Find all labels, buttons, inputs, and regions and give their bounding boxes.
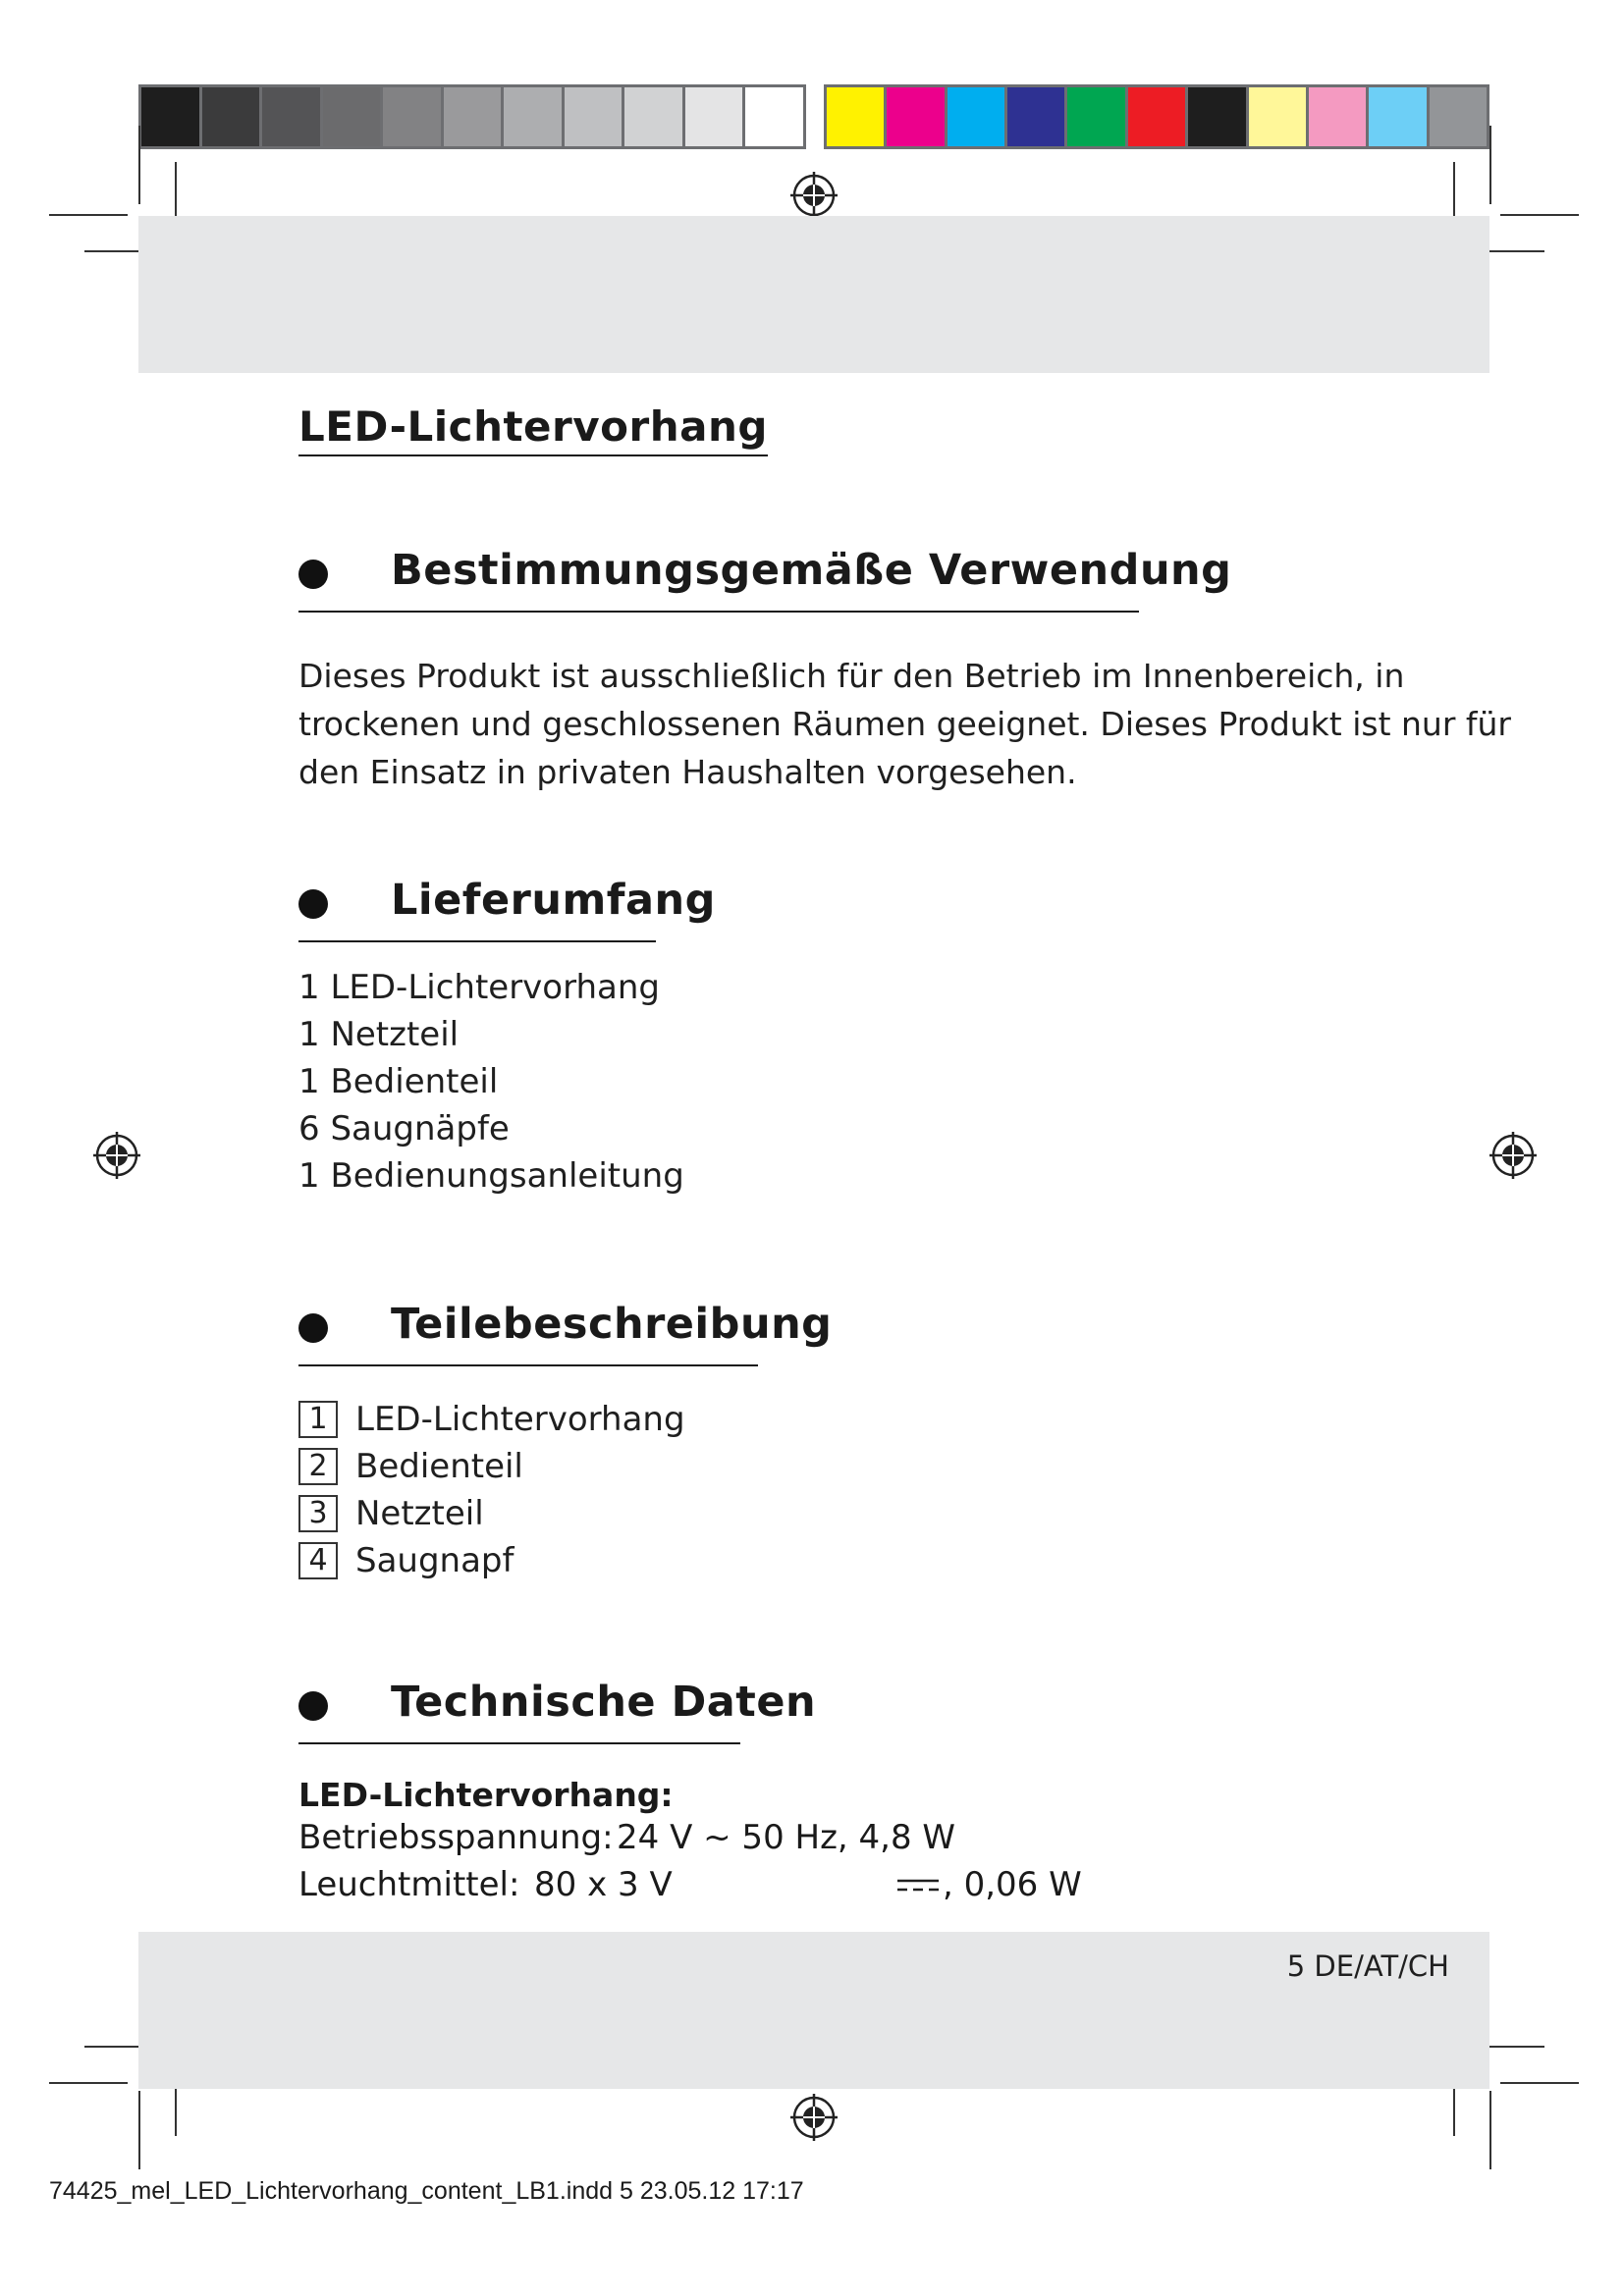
section-parts (298, 1296, 833, 1584)
section-title: Teilebeschreibung (391, 1300, 833, 1349)
crop-mark (138, 126, 140, 204)
tech-label: Betriebsspannung: (298, 1818, 614, 1857)
section-heading (298, 872, 716, 936)
page-title: LED-Lichtervorhang (298, 402, 768, 456)
section-underline (298, 1742, 740, 1744)
color-swatch (1249, 87, 1309, 146)
section-title: Lieferumfang (391, 876, 716, 925)
tech-value-dc: , 0,06 W (943, 1865, 1082, 1904)
tech-label: Leuchtmittel: (298, 1865, 520, 1904)
page-number: 5 DE/AT/CH (1286, 1949, 1449, 1983)
gray-swatch (323, 87, 384, 146)
section-heading (298, 542, 1511, 607)
bullet-icon (298, 1313, 328, 1343)
gray-swatch (262, 87, 323, 146)
bullet-icon (298, 1691, 328, 1721)
bullet-icon (298, 560, 328, 589)
list-item: 1 Bedienungsanleitung (298, 1156, 684, 1196)
tech-row (298, 1861, 1082, 1908)
parts-list (298, 1396, 685, 1584)
list-item (298, 1443, 685, 1490)
list-item: 1 Netzteil (298, 1015, 460, 1054)
dc-symbol-icon (895, 1875, 941, 1896)
list-item (298, 1537, 685, 1584)
part-label: Netzteil (355, 1494, 484, 1533)
section-heading (298, 1674, 817, 1738)
color-swatch (1067, 87, 1127, 146)
crop-mark (49, 214, 128, 216)
section-heading (298, 1296, 833, 1361)
registration-mark-icon (92, 1131, 141, 1180)
part-number-box: 4 (298, 1542, 338, 1579)
tech-value: 80 x 3 V (534, 1865, 673, 1904)
part-number-box: 3 (298, 1495, 338, 1532)
crop-mark (138, 2091, 140, 2169)
tech-data (298, 1776, 1082, 1908)
crop-mark (49, 2082, 128, 2084)
list-item (298, 1490, 685, 1537)
gray-swatch (383, 87, 444, 146)
part-label: LED-Lichtervorhang (355, 1400, 685, 1439)
color-swatch (1188, 87, 1248, 146)
color-swatch (827, 87, 887, 146)
section-underline (298, 1364, 758, 1366)
part-label: Saugnapf (355, 1541, 514, 1580)
registration-mark-icon (1489, 1131, 1538, 1180)
registration-mark-icon (789, 2093, 839, 2142)
color-calibration-bar (824, 84, 1489, 149)
tech-subtitle: LED-Lichtervorhang: (298, 1776, 674, 1814)
color-swatch (887, 87, 947, 146)
list-item: 6 Saugnäpfe (298, 1109, 510, 1148)
part-label: Bedienteil (355, 1447, 523, 1486)
paragraph-line: den Einsatz in privaten Haushalten vorgesehen. (298, 753, 1077, 791)
gray-swatch (444, 87, 505, 146)
crop-mark (1489, 126, 1491, 204)
list-item (298, 1396, 685, 1443)
bullet-icon (298, 889, 328, 919)
section-delivery (298, 872, 716, 1200)
color-swatch (947, 87, 1007, 146)
gray-swatch (745, 87, 803, 146)
print-slug: 74425_mel_LED_Lichtervorhang_content_LB1.indd 5 23.05.12 17:17 (49, 2177, 804, 2205)
color-swatch (1369, 87, 1429, 146)
header-band (138, 216, 1489, 373)
list-item: 1 Bedienteil (298, 1062, 499, 1101)
part-number-box: 1 (298, 1401, 338, 1438)
section-title: Technische Daten (391, 1678, 817, 1727)
crop-mark (1489, 2091, 1491, 2169)
tech-value: 24 V ~ 50 Hz, 4,8 W (617, 1818, 956, 1857)
registration-mark-icon (789, 171, 839, 220)
section-usage (298, 542, 1511, 796)
delivery-list (298, 964, 684, 1200)
gray-swatch (685, 87, 746, 146)
crop-mark (1500, 214, 1579, 216)
paragraph-line: trockenen und geschlossenen Räumen geeignet. Dieses Produkt ist nur für (298, 705, 1512, 743)
gray-swatch (202, 87, 263, 146)
gray-swatch (624, 87, 685, 146)
gray-swatch (141, 87, 202, 146)
list-item: 1 LED-Lichtervorhang (298, 968, 660, 1007)
color-swatch (1128, 87, 1188, 146)
tech-row (298, 1814, 956, 1861)
part-number-box: 2 (298, 1448, 338, 1485)
gray-swatch (504, 87, 565, 146)
color-swatch (1007, 87, 1067, 146)
section-underline (298, 611, 1139, 613)
section-underline (298, 940, 656, 942)
paragraph-line: Dieses Produkt ist ausschließlich für den Betrieb im Innenbereich, in (298, 657, 1405, 695)
crop-mark (1500, 2082, 1579, 2084)
color-swatch (1430, 87, 1487, 146)
section-title: Bestimmungsgemäße Verwendung (391, 546, 1232, 595)
usage-paragraph (298, 652, 1511, 796)
grayscale-calibration-bar (138, 84, 806, 149)
color-swatch (1309, 87, 1369, 146)
section-tech (298, 1674, 1082, 1908)
gray-swatch (565, 87, 625, 146)
